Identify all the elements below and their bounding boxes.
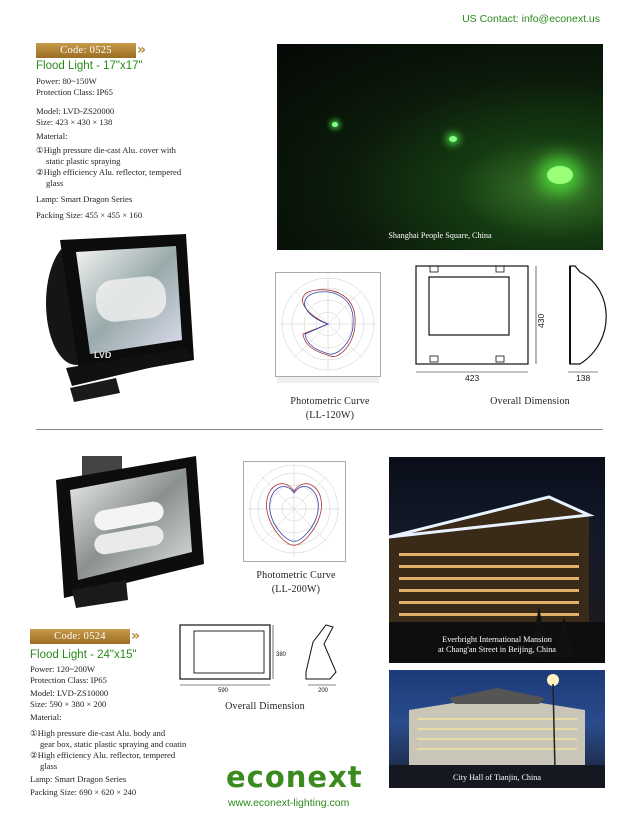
dimension-height-label: 380 <box>276 652 287 658</box>
curve-caption-model: (LL-200W) <box>271 584 321 595</box>
green-light-glow <box>547 166 573 184</box>
contact-info: US Contact: info@econext.us <box>462 13 600 25</box>
green-light-glow <box>449 136 457 142</box>
spec-model: Model: LVD-ZS20000 <box>36 106 115 116</box>
photo-caption-line-1: Everbright International Mansion <box>442 635 552 644</box>
dimension-height-label: 430 <box>536 313 546 328</box>
spec-packing: Packing Size: 455 × 455 × 160 <box>36 210 143 220</box>
overall-dimension-drawing <box>178 622 348 694</box>
photometric-curve-chart <box>275 272 381 384</box>
spec-material-label: Material: <box>30 712 62 722</box>
website-url[interactable]: www.econext-lighting.com <box>228 797 350 809</box>
product-title: Flood Light - 17"x17" <box>36 60 143 72</box>
green-light-glow <box>332 122 338 127</box>
dimension-depth-label: 200 <box>318 688 329 694</box>
spec-packing: Packing Size: 690 × 620 × 240 <box>30 787 137 797</box>
spec-protection: Protection Class: IP65 <box>36 87 113 97</box>
dimension-caption: Overall Dimension <box>490 396 570 407</box>
spec-model: Model: LVD-ZS10000 <box>30 688 109 698</box>
double-chevron-right-icon: » <box>131 628 141 644</box>
product-title: Flood Light - 24"x15" <box>30 649 137 661</box>
spec-power: Power: 80~150W <box>36 76 97 86</box>
spec-size: Size: 590 × 380 × 200 <box>30 699 107 709</box>
flood-light-image <box>36 450 206 615</box>
econext-logo: econext <box>226 760 363 794</box>
city-hall-illustration <box>389 670 605 788</box>
photo-caption: Shanghai People Square, China <box>388 231 492 240</box>
spec-material-1b: gear box, static plastic spraying and coatin <box>40 739 187 749</box>
spec-lamp: Lamp: Smart Dragon Series <box>30 774 127 784</box>
section-divider <box>36 429 603 430</box>
photometric-curve-chart <box>243 461 346 564</box>
dimension-caption: Overall Dimension <box>225 701 305 712</box>
building-illustration <box>389 457 605 663</box>
photo-caption: City Hall of Tianjin, China <box>452 773 542 782</box>
curve-caption-model: (LL-120W) <box>305 410 355 421</box>
spec-lamp: Lamp: Smart Dragon Series <box>36 194 133 204</box>
dimension-width-label: 423 <box>465 373 480 383</box>
product-specs <box>36 76 266 221</box>
photometric-curve-caption <box>236 569 356 597</box>
spec-material-1: ①High pressure die-cast Alu. body and <box>30 728 166 738</box>
product-code-tag: Code: 0524 <box>30 629 130 644</box>
spec-size: Size: 423 × 430 × 138 <box>36 117 113 127</box>
dimension-width-label: 590 <box>218 688 229 694</box>
spec-material-2b: glass <box>40 761 58 771</box>
flood-light-image <box>36 228 206 408</box>
spec-material-1: ①High pressure die-cast Alu. cover with <box>36 145 176 155</box>
dimension-depth-label: 138 <box>576 373 591 383</box>
spec-material-2: ②High efficiency Alu. reflector, tempered <box>36 167 182 177</box>
overall-dimension-drawing <box>410 262 610 387</box>
curve-caption-title: Photometric Curve <box>256 570 336 581</box>
spec-material-1b: static plastic spraying <box>46 156 121 166</box>
curve-caption-title: Photometric Curve <box>290 396 370 407</box>
spec-material-2: ②High efficiency Alu. reflector, tempered <box>30 750 176 760</box>
installation-photo-beijing <box>389 457 605 663</box>
brand-mark: LVD <box>94 350 112 360</box>
double-chevron-right-icon: » <box>137 42 147 58</box>
installation-photo-tianjin <box>389 670 605 788</box>
spec-material-label: Material: <box>36 131 68 141</box>
photo-caption-line-2: at Chang'an Street in Beijing, China <box>438 645 556 654</box>
spec-power: Power: 120~200W <box>30 664 96 674</box>
photometric-curve-caption <box>270 395 390 423</box>
product-code-tag: Code: 0525 <box>36 43 136 58</box>
spec-material-2b: glass <box>46 178 64 188</box>
spec-protection: Protection Class: IP65 <box>30 675 107 685</box>
installation-photo-shanghai <box>277 44 603 250</box>
